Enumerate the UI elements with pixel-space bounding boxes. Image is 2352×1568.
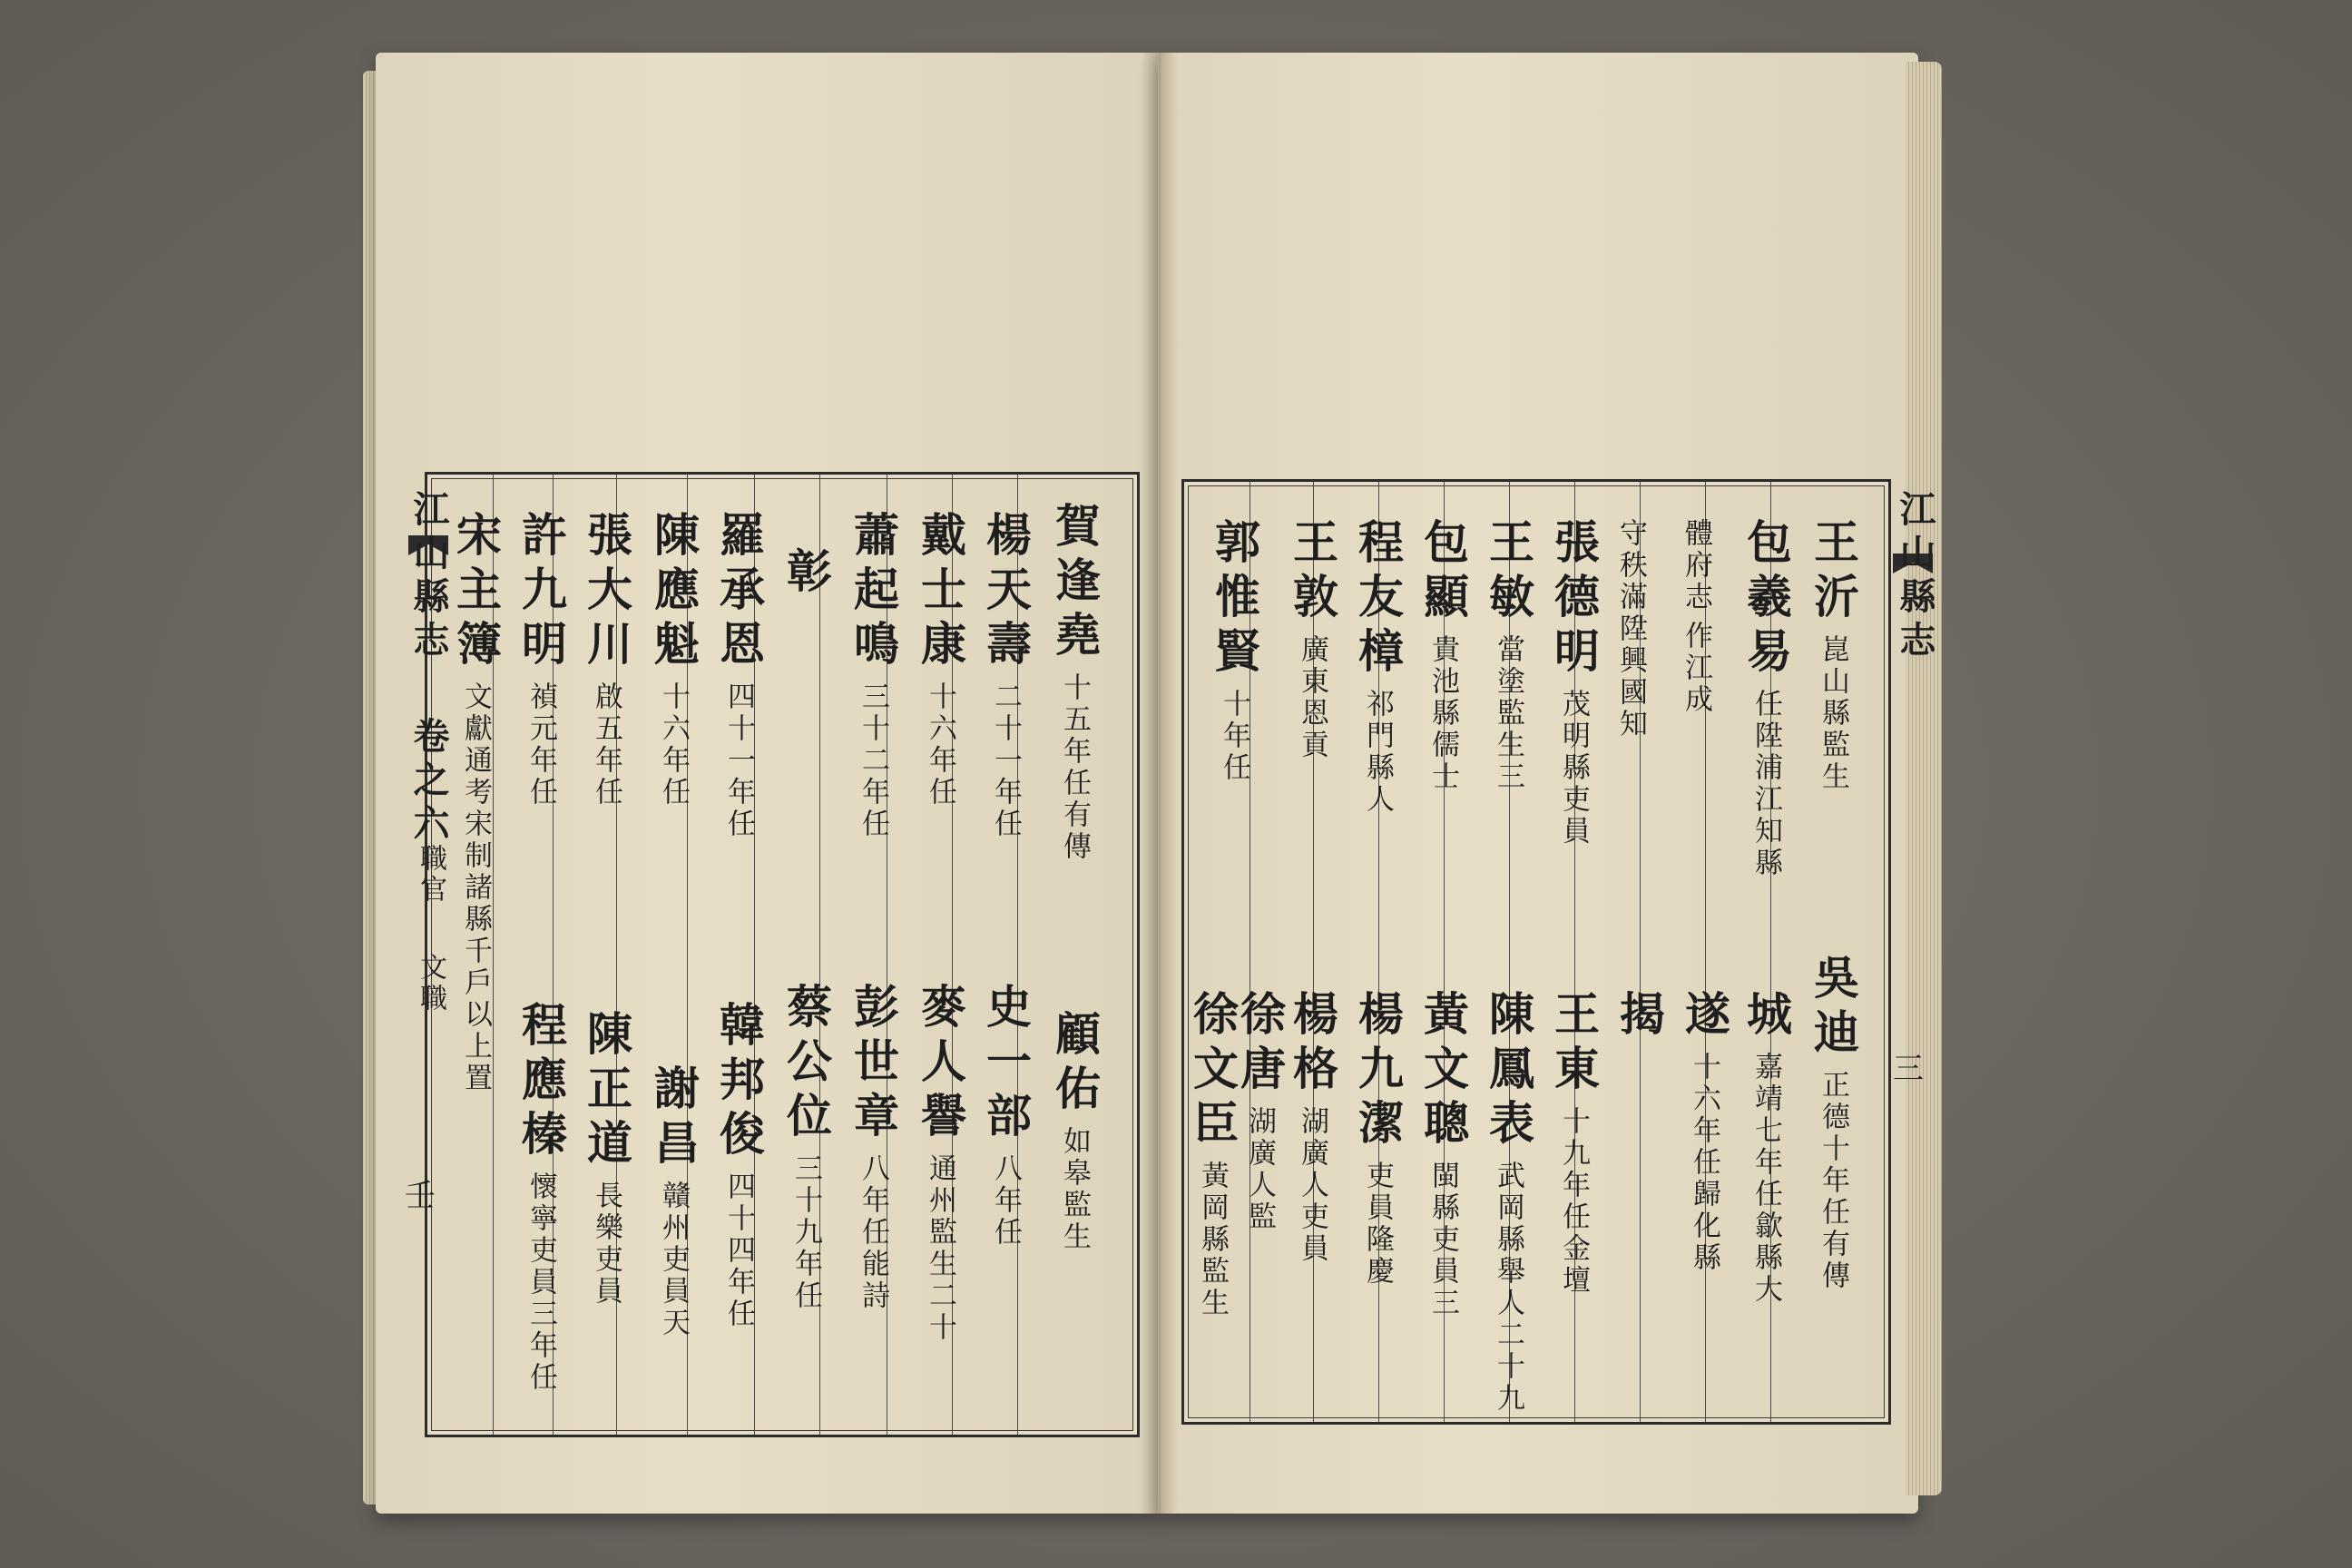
official-name: 吳迪 [1807,954,1860,1063]
entry-name [1416,518,1470,793]
official-note: 當塗監生三 [1492,634,1524,793]
entry-name [712,511,766,840]
official-note: 禎元年任 [524,681,557,808]
official-name: 包顯 [1416,518,1470,627]
official-name: 賀逢堯 [1048,502,1102,665]
folio-number: 壬 [405,1178,436,1214]
official-note: 十六年任 [924,681,956,808]
official-note: 文獻通考宋制諸縣千戶以上置 [459,681,492,1094]
entry-name [1048,502,1102,863]
entry-name [979,511,1033,840]
official-note: 守秩滿陞興國知 [1614,518,1647,740]
entry-name [1416,990,1470,1319]
left-text-frame [425,472,1140,1437]
entry-name [1547,990,1601,1297]
official-note: 三十二年任 [857,681,889,840]
entry-name [1482,990,1535,1415]
official-name: 顧佑 [1048,1010,1102,1119]
right-text-frame [1181,479,1891,1425]
entry-name [1233,990,1287,1233]
official-note: 貴池縣儒士 [1426,634,1459,793]
official-name: 陳鳳表 [1482,990,1535,1153]
official-note: 祁門縣人 [1361,689,1394,816]
section-margin: 職官 [415,844,446,906]
official-note: 茂明縣吏員 [1557,689,1590,848]
official-name: 黃文聰 [1416,990,1470,1153]
book-gutter [1142,53,1178,1514]
folio-number: 三 [1893,1051,1924,1087]
official-name: 程友樟 [1351,518,1405,681]
official-note: 作江成 [1680,621,1712,716]
entry-name [1547,518,1601,848]
official-note: 三十九年任 [789,1153,822,1312]
entry-name [914,511,967,808]
official-note: 湖廣人監 [1243,1106,1276,1233]
official-name: 楊格 [1286,990,1339,1099]
official-name: 張大川 [580,511,633,674]
entry-name [979,983,1033,1249]
official-note: 廣東恩貢 [1296,634,1328,761]
official-note: 贛州吏員天 [657,1181,690,1339]
official-name: 麥人譽 [914,983,967,1146]
official-name: 楊九潔 [1351,990,1405,1153]
official-name: 許九明 [514,511,568,674]
official-name: 陳應魁 [647,511,701,674]
entry-name [1740,518,1793,879]
entry-name [514,511,568,808]
official-note: 二十一年任 [989,681,1022,840]
entry-name [1286,518,1339,761]
official-name: 陳正道 [580,1010,633,1173]
official-note: 吏員隆慶 [1361,1161,1394,1288]
official-note: 啟五年任 [590,681,622,808]
official-name: 郭惟賢 [1208,518,1261,681]
official-name: 戴士康 [914,511,967,674]
official-note: 武岡縣舉人二十九 [1492,1161,1524,1415]
official-note: 長樂吏員 [590,1181,622,1308]
official-name: 王敦 [1286,518,1339,627]
entry-name [847,511,900,840]
entry-name [514,1001,568,1394]
official-note: 十年任 [1218,689,1250,784]
official-note: 八年任 [989,1153,1022,1249]
official-name: 謝昌 [647,1064,701,1173]
official-name: 韓邦俊 [712,1001,766,1164]
official-name: 羅承恩 [712,511,766,674]
book-title-margin: 江山縣志 [1894,490,1936,664]
official-note: 十五年任有傳 [1058,672,1091,863]
entry-name [1208,518,1261,784]
book-title-margin: 江山縣志 [407,490,450,664]
official-note: 十六年任歸化縣 [1688,1052,1720,1274]
entry-name [647,1064,701,1339]
official-note: 任陞浦江知縣 [1749,689,1782,879]
entry-name [1681,518,1710,716]
entry-name [1351,990,1405,1288]
entry-name [779,547,833,602]
entry-name [1351,518,1405,816]
official-name: 城 [1740,990,1793,1044]
entry-name [1186,990,1240,1319]
official-note: 懷寧吏員三年任 [524,1171,557,1394]
official-name: 張德明 [1547,518,1601,681]
entry-name [647,511,701,808]
official-name: 遂 [1678,990,1731,1044]
official-note: 正德十年任有傳 [1817,1070,1849,1292]
page-edges-right [1906,62,1942,1495]
official-note: 十九年任金壇 [1557,1106,1590,1297]
official-name: 宋主簿 [449,511,503,674]
official-name: 彭世章 [847,983,900,1146]
official-note: 八年任能詩 [857,1153,889,1312]
official-name: 揭 [1612,990,1666,1044]
official-name: 徐唐 [1233,990,1287,1099]
official-note: 體府志 [1680,518,1712,613]
official-name: 蕭起鳴 [847,511,900,674]
official-name: 蔡公位 [779,983,833,1146]
entry-name [580,511,633,808]
entry-name [580,1010,633,1308]
official-name: 王敏 [1482,518,1535,627]
entry-name [1740,990,1793,1306]
official-name: 彰 [779,547,833,602]
official-name: 包羲易 [1740,518,1793,681]
entry-name [1807,518,1860,793]
official-name: 程應榛 [514,1001,568,1164]
official-name: 王沂 [1807,518,1860,627]
entry-name [449,511,503,1094]
entry-name [1048,1010,1102,1253]
entry-name [847,983,900,1312]
volume-margin: 卷之六 [407,717,450,848]
official-name: 楊天壽 [979,511,1033,674]
official-note: 四十一年任 [722,681,755,840]
entry-name [1614,518,1647,740]
official-note: 閩縣吏員三 [1426,1161,1459,1319]
entry-name [779,983,833,1312]
entry-name [1807,954,1860,1292]
entry-name [1612,990,1666,1044]
section-margin: 文職 [415,953,446,1014]
official-note: 黃岡縣監生 [1196,1161,1229,1319]
entry-name [1286,990,1339,1265]
entry-name [1482,518,1535,793]
official-note: 嘉靖七年任歙縣大 [1749,1052,1782,1306]
official-note: 如皋監生 [1058,1126,1091,1253]
official-note: 湖廣人吏員 [1296,1106,1328,1265]
entry-name [914,983,967,1344]
entry-name [712,1001,766,1330]
official-note: 四十四年任 [722,1171,755,1330]
official-note: 十六年任 [657,681,690,808]
official-note: 崑山縣監生 [1817,634,1849,793]
official-name: 王東 [1547,990,1601,1099]
official-name: 史一部 [979,983,1033,1146]
official-note: 通州監生二十 [924,1153,956,1344]
official-name: 徐文臣 [1186,990,1240,1153]
entry-name [1678,990,1731,1274]
